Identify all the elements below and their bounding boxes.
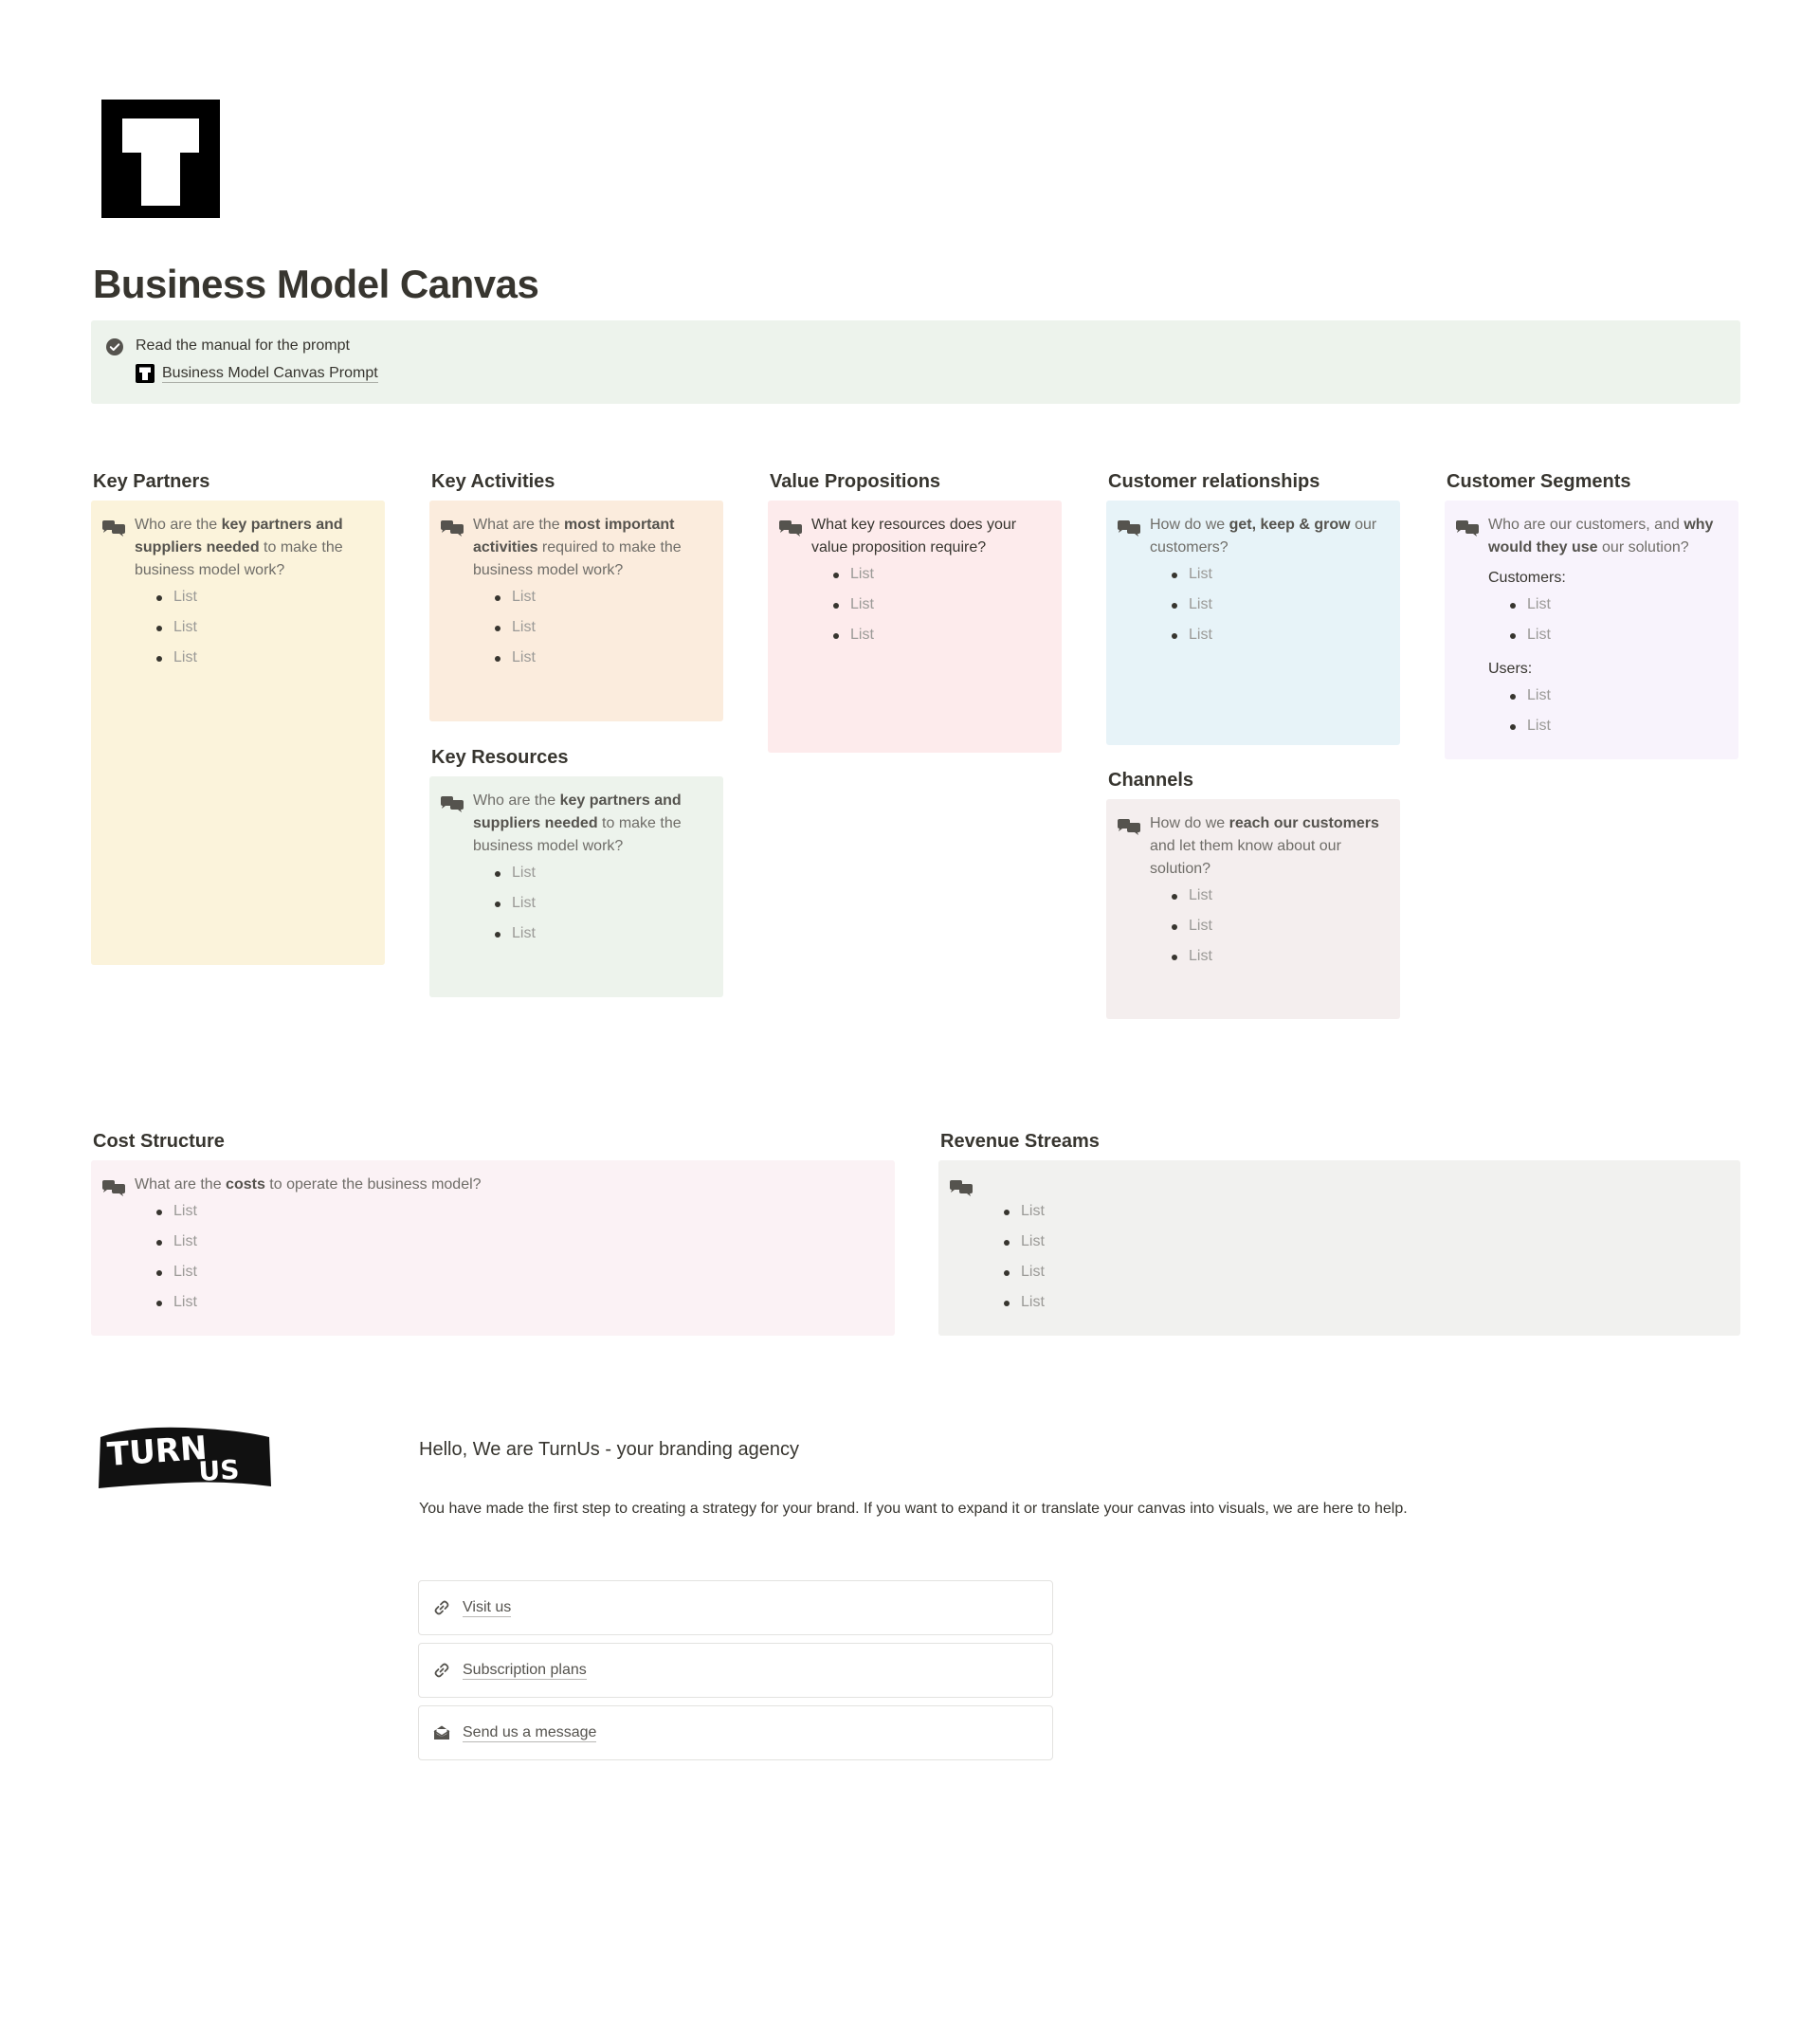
channels-box[interactable] xyxy=(1106,799,1400,1019)
customer-relationships-heading: Customer relationships xyxy=(1108,471,1320,492)
logo-word-turn: TURN xyxy=(105,1429,209,1474)
list-item[interactable]: List xyxy=(837,559,874,590)
subscription-plans-label: Subscription plans xyxy=(463,1661,587,1678)
speech-bubbles-icon xyxy=(101,520,126,539)
users-list xyxy=(1502,681,1551,741)
key-partners-heading: Key Partners xyxy=(93,471,210,492)
manual-callout xyxy=(91,320,1740,404)
cost-structure-list xyxy=(148,1196,197,1318)
list-item[interactable]: List xyxy=(1514,681,1551,711)
list-item[interactable]: List xyxy=(1175,590,1212,620)
subscription-plans-bookmark[interactable] xyxy=(418,1643,1053,1698)
prompt-page-link[interactable] xyxy=(136,364,378,383)
list-item[interactable]: List xyxy=(499,888,536,919)
link-icon xyxy=(432,1598,451,1617)
speech-bubbles-icon xyxy=(101,1180,126,1199)
list-item[interactable]: List xyxy=(1175,620,1212,650)
list-item[interactable]: List xyxy=(1175,559,1212,590)
channels-heading: Channels xyxy=(1108,770,1194,791)
value-propositions-heading: Value Propositions xyxy=(770,471,941,492)
speech-bubbles-icon xyxy=(1455,520,1480,539)
value-propositions-box[interactable] xyxy=(768,501,1062,753)
list-item[interactable]: List xyxy=(499,582,536,612)
list-item[interactable]: List xyxy=(160,1287,197,1318)
speech-bubbles-icon xyxy=(440,520,464,539)
send-message-label: Send us a message xyxy=(463,1723,597,1740)
key-activities-heading: Key Activities xyxy=(431,471,555,492)
key-resources-box[interactable] xyxy=(429,776,723,997)
speech-bubbles-icon xyxy=(440,796,464,815)
revenue-streams-list xyxy=(995,1196,1045,1318)
key-resources-list xyxy=(486,858,536,949)
customers-label: Customers: xyxy=(1488,570,1566,586)
customer-segments-heading: Customer Segments xyxy=(1447,471,1631,492)
check-circle-icon xyxy=(105,337,124,356)
key-activities-box[interactable] xyxy=(429,501,723,721)
list-item[interactable]: List xyxy=(160,1196,197,1227)
visit-us-bookmark[interactable] xyxy=(418,1580,1053,1635)
list-item[interactable]: List xyxy=(160,643,197,673)
list-item[interactable]: List xyxy=(1008,1287,1045,1318)
key-resources-question: Who are the key partners and suppliers needed to make the business model work? xyxy=(473,792,682,854)
agency-intro: You have made the first step to creating a strategy for your brand. If you want to expand it or translate your canvas into visuals, we are here to help. xyxy=(419,1501,1408,1517)
list-item[interactable]: List xyxy=(1514,711,1551,741)
cost-structure-question: What are the costs to operate the business model? xyxy=(135,1176,482,1193)
page-title: Business Model Canvas xyxy=(93,262,539,306)
value-propositions-question: What key resources does your value proposition require? xyxy=(811,517,1017,556)
prompt-page-link-label: Business Model Canvas Prompt xyxy=(162,364,378,381)
turnus-logo[interactable] xyxy=(95,1418,275,1494)
list-item[interactable]: List xyxy=(1008,1257,1045,1287)
customer-relationships-box[interactable] xyxy=(1106,501,1400,745)
customers-list xyxy=(1502,590,1551,650)
list-item[interactable]: List xyxy=(1175,911,1212,941)
customer-relationships-question: How do we get, keep & grow our customers? xyxy=(1150,517,1377,556)
cost-structure-box[interactable] xyxy=(91,1160,895,1336)
list-item[interactable]: List xyxy=(1008,1227,1045,1257)
list-item[interactable]: List xyxy=(837,620,874,650)
customer-relationships-list xyxy=(1163,559,1212,650)
list-item[interactable]: List xyxy=(499,612,536,643)
channels-question: How do we reach our customers and let them know about our solution? xyxy=(1150,815,1379,877)
list-item[interactable]: List xyxy=(837,590,874,620)
key-partners-list xyxy=(148,582,197,673)
list-item[interactable]: List xyxy=(1514,620,1551,650)
list-item[interactable]: List xyxy=(160,612,197,643)
revenue-streams-box[interactable] xyxy=(938,1160,1740,1336)
list-item[interactable]: List xyxy=(160,1257,197,1287)
list-item[interactable]: List xyxy=(160,582,197,612)
speech-bubbles-icon xyxy=(1117,520,1141,539)
customer-segments-box[interactable] xyxy=(1445,501,1738,759)
list-item[interactable]: List xyxy=(160,1227,197,1257)
speech-bubbles-icon xyxy=(778,520,803,539)
key-partners-question: Who are the key partners and suppliers needed to make the business model work? xyxy=(135,517,343,578)
list-item[interactable]: List xyxy=(1175,941,1212,972)
turnus-t-logo-icon xyxy=(101,100,220,218)
agency-heading: Hello, We are TurnUs - your branding agency xyxy=(419,1439,799,1460)
logo-word-us: US xyxy=(197,1453,241,1487)
envelope-open-icon xyxy=(432,1723,451,1742)
key-resources-heading: Key Resources xyxy=(431,747,569,768)
list-item[interactable]: List xyxy=(1175,881,1212,911)
visit-us-label: Visit us xyxy=(463,1598,512,1615)
speech-bubbles-icon xyxy=(1117,819,1141,838)
key-activities-list xyxy=(486,582,536,673)
link-icon xyxy=(432,1661,451,1680)
list-item[interactable]: List xyxy=(499,919,536,949)
value-propositions-list xyxy=(825,559,874,650)
key-partners-box[interactable] xyxy=(91,501,385,965)
channels-list xyxy=(1163,881,1212,972)
send-message-bookmark[interactable] xyxy=(418,1705,1053,1760)
list-item[interactable]: List xyxy=(499,858,536,888)
key-activities-question: What are the most important activities required to make the business model work? xyxy=(473,517,682,578)
users-label: Users: xyxy=(1488,661,1533,677)
revenue-streams-heading: Revenue Streams xyxy=(940,1131,1100,1152)
customer-segments-question: Who are our customers, and why would they use our solution? xyxy=(1488,517,1714,556)
list-item[interactable]: List xyxy=(1514,590,1551,620)
list-item[interactable]: List xyxy=(1008,1196,1045,1227)
callout-text: Read the manual for the prompt xyxy=(136,337,350,354)
page-icon[interactable] xyxy=(101,100,220,218)
list-item[interactable]: List xyxy=(499,643,536,673)
page-mini-icon xyxy=(136,364,155,383)
speech-bubbles-icon xyxy=(949,1180,974,1199)
cost-structure-heading: Cost Structure xyxy=(93,1131,225,1152)
